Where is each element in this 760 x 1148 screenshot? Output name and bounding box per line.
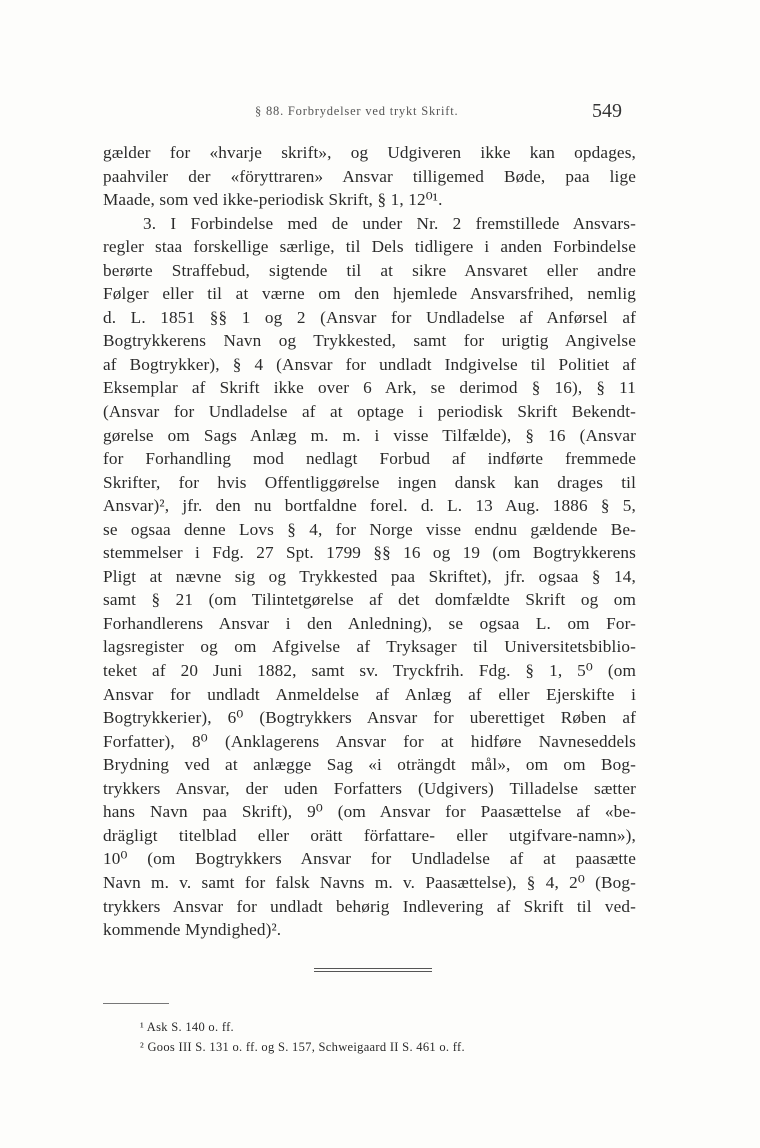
text-line: Pligt at nævne sig og Trykkested paa Skriftet), jfr. ogsaa § 14, <box>103 566 636 586</box>
text-line: samt § 21 (om Tilintetgørelse af det domfældte Skrift og om <box>103 590 636 610</box>
ornament-rule <box>314 968 432 969</box>
text-line: Ansvar)², jfr. den nu bortfaldne forel. d. L. 13 Aug. 1886 § 5, <box>103 496 636 516</box>
text-line: se ogsaa denne Lovs § 4, for Norge visse endnu gældende Be- <box>103 519 636 539</box>
text-line: (Ansvar for Undladelse af at optage i periodisk Skrift Bekendt- <box>103 402 636 422</box>
page-number: 549 <box>592 100 622 122</box>
text-line: drägligt titelblad eller orätt författare- eller utgifvare-namn»), <box>103 825 636 845</box>
text-line: Bogtrykkerens Navn og Trykkested, samt for urigtig Angivelse <box>103 331 636 351</box>
text-line: trykkers Ansvar, der uden Forfatters (Udgivers) Tilladelse sætter <box>103 778 636 798</box>
text-line: Brydning ved at anlægge Sag «i oträngdt mål», om om Bog- <box>103 755 636 775</box>
footnote: ¹ Ask S. 140 o. ff. <box>140 1020 234 1034</box>
text-line: Navn m. v. samt for falsk Navns m. v. Paasættelse), § 4, 2⁰ (Bog- <box>103 872 636 892</box>
text-line: Forfatter), 8⁰ (Anklagerens Ansvar for at hidføre Navneseddels <box>103 731 636 751</box>
text-line: Bogtrykkerier), 6⁰ (Bogtrykkers Ansvar for uberettiget Røben af <box>103 708 636 728</box>
text-line: kommende Myndighed)². <box>103 920 282 940</box>
paragraph-start-line: 3. I Forbindelse med de under Nr. 2 fremstillede Ansvars- <box>143 213 636 233</box>
ornament-rule <box>314 971 432 972</box>
text-line: af Bogtrykker), § 4 (Ansvar for undladt Indgivelse til Politiet af <box>103 354 636 374</box>
running-head <box>0 100 760 128</box>
text-line: teket af 20 Juni 1882, samt sv. Tryckfrih. Fdg. § 1, 5⁰ (om <box>103 661 636 681</box>
body-text <box>103 141 636 942</box>
footnote-separator <box>103 1003 169 1004</box>
text-line: hans Navn paa Skrift), 9⁰ (om Ansvar for Paasættelse af «be- <box>103 802 636 822</box>
text-line: regler staa forskellige særlige, til Dels tidligere i anden Forbindelse <box>103 237 636 257</box>
text-line: Ansvar for undladt Anmeldelse af Anlæg af eller Ejerskifte i <box>103 684 636 704</box>
text-line: Følger eller til at værne om den hjemlede Ansvarsfrihed, nemlig <box>103 284 636 304</box>
footnotes <box>140 1017 640 1057</box>
footnote: ² Goos III S. 131 o. ff. og S. 157, Schweigaard II S. 461 o. ff. <box>140 1040 465 1054</box>
text-line: Forhandlerens Ansvar i den Anledning), se ogsaa L. om For- <box>103 613 636 633</box>
text-line: berørte Straffebud, sigtende til at sikre Ansvaret eller andre <box>103 260 636 280</box>
text-line: gørelse om Sags Anlæg m. m. i visse Tilfælde), § 16 (Ansvar <box>103 425 636 445</box>
text-line: 10⁰ (om Bogtrykkers Ansvar for Undladelse af at paasætte <box>103 849 636 869</box>
text-line: for Forhandling mod nedlagt Forbud af indførte fremmede <box>103 449 636 469</box>
text-line: d. L. 1851 §§ 1 og 2 (Ansvar for Undladelse af Anførsel af <box>103 307 636 327</box>
running-title: § 88. Forbrydelser ved trykt Skrift. <box>255 104 459 118</box>
text-line: paahviler der «föryttraren» Ansvar tilligemed Bøde, paa lige <box>103 166 636 186</box>
text-line: trykkers Ansvar for undladt behørig Indlevering af Skrift til ved- <box>103 896 636 916</box>
text-line: lagsregister og om Afgivelse af Tryksager til Universitetsbiblio- <box>103 637 636 657</box>
text-line: gælder for «hvarje skrift», og Udgiveren ikke kan opdages, <box>103 143 636 162</box>
text-line: Maade, som ved ikke-periodisk Skrift, § 1, 12⁰¹. <box>103 190 443 210</box>
text-line: Skrifter, for hvis Offentliggørelse ingen dansk kan drages til <box>103 472 636 492</box>
text-line: stemmelser i Fdg. 27 Spt. 1799 §§ 16 og 19 (om Bogtrykkerens <box>103 543 636 563</box>
section-end-ornament <box>314 968 432 974</box>
text-line: Eksemplar af Skrift ikke over 6 Ark, se derimod § 16), § 11 <box>103 378 636 398</box>
